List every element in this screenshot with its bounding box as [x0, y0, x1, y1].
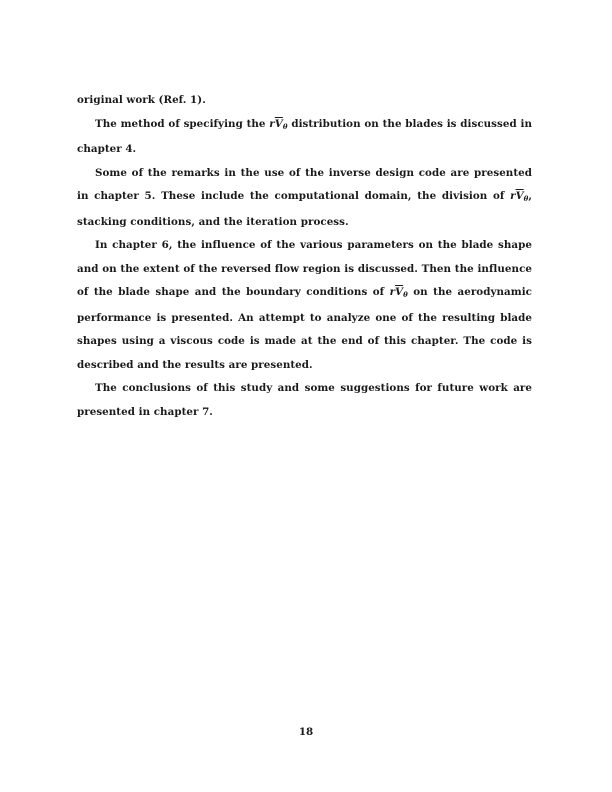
paragraph-4-text-after: on the aerodynamic performance is presented. An attempt to analyze one of the resulting blade shapes using a viscous code is made at the end of this chapter. The code is described and the results are presented.	[77, 286, 532, 371]
paragraph-1	[77, 89, 532, 113]
paragraph-4	[77, 234, 532, 377]
paragraph-4-text-before: In chapter 6, the influence of the various parameters on the blade shape and on the extent of the reversed flow region is discussed. Then the influence of the blade shape and the boundary conditions of	[77, 239, 532, 298]
paragraph-3-text: Some of the remarks in the use of the inverse design code are presented in chapter 5. These include the computational domain, the division of	[77, 166, 532, 202]
rv-theta-symbol: $r\overline{V}_\theta$	[389, 286, 408, 299]
paragraph-3-text-after: , stacking conditions, and the iteration process.	[77, 190, 532, 228]
page-number: 18	[298, 726, 314, 738]
rv-theta-symbol: $r\overline{V}_\theta$	[269, 117, 288, 131]
paragraph-5-text: The conclusions of this study and some suggestions for future work are presented in chapter 7.	[77, 382, 532, 418]
rv-theta-symbol: $r\overline{V}_\theta$	[510, 190, 529, 203]
paragraph-1-text: original work (Ref. 1).	[77, 94, 206, 106]
paragraph-2-text-after: distribution on the blades is discussed in chapter 4.	[77, 117, 532, 155]
body-text	[77, 89, 532, 424]
paragraph-5	[77, 377, 532, 424]
paragraph-2	[77, 113, 532, 162]
paragraph-2-text-before: The method of specifying the	[95, 117, 270, 130]
paragraph-3	[77, 162, 532, 235]
